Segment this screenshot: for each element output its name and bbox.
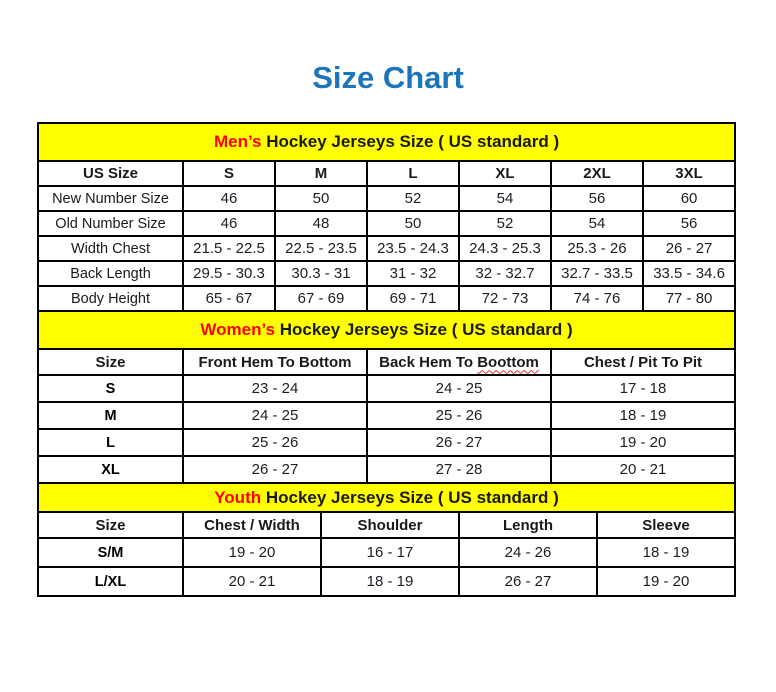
cell: 20 - 21 — [183, 567, 321, 596]
cell: 19 - 20 — [551, 429, 735, 456]
womens-row-xl — [38, 456, 735, 483]
row-label: New Number Size — [38, 186, 183, 211]
youth-caption-rest: Hockey Jerseys Size ( US standard ) — [261, 487, 559, 507]
cell: 46 — [183, 186, 275, 211]
back-hem-prefix: Back Hem To — [379, 353, 478, 371]
cell: 50 — [275, 186, 367, 211]
cell: 25 - 26 — [367, 402, 551, 429]
cell: 29.5 - 30.3 — [183, 261, 275, 286]
cell: 23 - 24 — [183, 375, 367, 402]
mens-size-table — [37, 122, 736, 312]
mens-col-header-3xl: 3XL — [643, 161, 735, 186]
womens-row-m — [38, 402, 735, 429]
row-label: S/M — [38, 538, 183, 567]
mens-col-header-2xl: 2XL — [551, 161, 643, 186]
youth-col-header-sleeve: Sleeve — [597, 512, 735, 538]
mens-header-row — [38, 161, 735, 186]
youth-row-lxl — [38, 567, 735, 596]
youth-size-table — [37, 482, 736, 597]
cell: 30.3 - 31 — [275, 261, 367, 286]
womens-row-s — [38, 375, 735, 402]
cell: 65 - 67 — [183, 286, 275, 311]
cell: 17 - 18 — [551, 375, 735, 402]
mens-row-width-chest — [38, 236, 735, 261]
youth-caption-highlight: Youth — [214, 487, 262, 507]
womens-size-table — [37, 310, 736, 484]
cell: 69 - 71 — [367, 286, 459, 311]
youth-col-header-length: Length — [459, 512, 597, 538]
mens-row-body-height — [38, 286, 735, 311]
mens-row-back-length — [38, 261, 735, 286]
cell: 25 - 26 — [183, 429, 367, 456]
youth-header-row — [38, 512, 735, 538]
mens-caption-highlight: Men’s — [213, 132, 262, 151]
mens-col-header-m: M — [275, 161, 367, 186]
cell: 24.3 - 25.3 — [459, 236, 551, 261]
cell: 26 - 27 — [459, 567, 597, 596]
womens-col-header-front-hem: Front Hem To Bottom — [183, 349, 367, 375]
cell: 19 - 20 — [183, 538, 321, 567]
youth-col-header-chest-width: Chest / Width — [183, 512, 321, 538]
cell: 32.7 - 33.5 — [551, 261, 643, 286]
cell: 56 — [551, 186, 643, 211]
youth-col-header-shoulder: Shoulder — [321, 512, 459, 538]
row-label: Width Chest — [38, 236, 183, 261]
cell: 67 - 69 — [275, 286, 367, 311]
mens-col-header-us-size: US Size — [38, 161, 183, 186]
cell: 48 — [275, 211, 367, 236]
womens-caption-row — [38, 311, 735, 349]
cell: 50 — [367, 211, 459, 236]
youth-caption — [38, 483, 735, 512]
mens-caption-rest: Hockey Jerseys Size ( US standard ) — [261, 132, 560, 151]
cell: 26 - 27 — [183, 456, 367, 483]
cell: 74 - 76 — [551, 286, 643, 311]
row-label: XL — [38, 456, 183, 483]
mens-row-new-number-size — [38, 186, 735, 211]
cell: 33.5 - 34.6 — [643, 261, 735, 286]
youth-row-sm — [38, 538, 735, 567]
cell: 52 — [367, 186, 459, 211]
cell: 23.5 - 24.3 — [367, 236, 459, 261]
cell: 60 — [643, 186, 735, 211]
youth-col-header-size: Size — [38, 512, 183, 538]
womens-row-l — [38, 429, 735, 456]
cell: 77 - 80 — [643, 286, 735, 311]
cell: 31 - 32 — [367, 261, 459, 286]
cell: 72 - 73 — [459, 286, 551, 311]
cell: 54 — [459, 186, 551, 211]
mens-row-old-number-size — [38, 211, 735, 236]
youth-caption-row — [38, 483, 735, 512]
row-label: S — [38, 375, 183, 402]
womens-col-header-back-hem — [367, 349, 551, 375]
womens-col-header-size: Size — [38, 349, 183, 375]
womens-header-row — [38, 349, 735, 375]
cell: 56 — [643, 211, 735, 236]
row-label: M — [38, 402, 183, 429]
cell: 26 - 27 — [643, 236, 735, 261]
row-label: L — [38, 429, 183, 456]
mens-col-header-xl: XL — [459, 161, 551, 186]
cell: 46 — [183, 211, 275, 236]
cell: 19 - 20 — [597, 567, 735, 596]
cell: 54 — [551, 211, 643, 236]
cell: 16 - 17 — [321, 538, 459, 567]
size-tables-block — [37, 122, 734, 597]
cell: 52 — [459, 211, 551, 236]
mens-caption-row — [38, 123, 735, 161]
womens-caption — [38, 311, 735, 349]
womens-caption-rest: Hockey Jerseys Size ( US standard ) — [275, 320, 573, 339]
cell: 25.3 - 26 — [551, 236, 643, 261]
cell: 20 - 21 — [551, 456, 735, 483]
back-hem-misspelled-word: Boottom — [477, 353, 539, 371]
row-label: Back Length — [38, 261, 183, 286]
cell: 24 - 25 — [367, 375, 551, 402]
womens-caption-highlight: Women’s — [200, 320, 275, 339]
cell: 24 - 26 — [459, 538, 597, 567]
womens-col-header-chest: Chest / Pit To Pit — [551, 349, 735, 375]
mens-caption — [38, 123, 735, 161]
cell: 18 - 19 — [551, 402, 735, 429]
mens-col-header-l: L — [367, 161, 459, 186]
cell: 22.5 - 23.5 — [275, 236, 367, 261]
cell: 18 - 19 — [321, 567, 459, 596]
row-label: Body Height — [38, 286, 183, 311]
cell: 26 - 27 — [367, 429, 551, 456]
cell: 32 - 32.7 — [459, 261, 551, 286]
cell: 18 - 19 — [597, 538, 735, 567]
mens-col-header-s: S — [183, 161, 275, 186]
cell: 27 - 28 — [367, 456, 551, 483]
row-label: L/XL — [38, 567, 183, 596]
cell: 21.5 - 22.5 — [183, 236, 275, 261]
cell: 24 - 25 — [183, 402, 367, 429]
page-title: Size Chart — [312, 60, 464, 95]
row-label: Old Number Size — [38, 211, 183, 236]
